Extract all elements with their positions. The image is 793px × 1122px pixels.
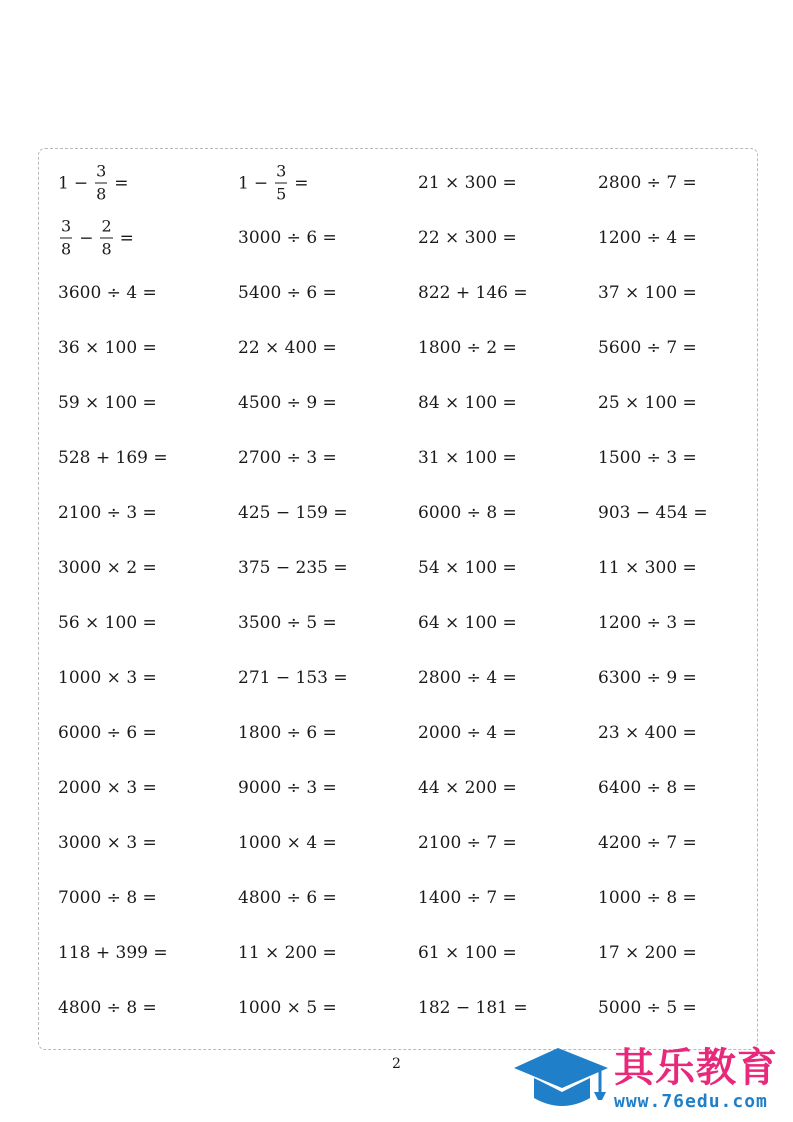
problem-cell: [238, 888, 337, 908]
problem-text: 23 × 400 =: [598, 723, 697, 743]
problem-text: 375 − 235 =: [238, 558, 348, 578]
problem-text: 903 − 454 =: [598, 503, 708, 523]
fraction-bar: [275, 183, 287, 184]
equals-sign: =: [114, 173, 129, 193]
problem-cell: [418, 448, 517, 468]
problem-text: 1000 × 4 =: [238, 833, 337, 853]
problem-text: 6000 ÷ 6 =: [58, 723, 157, 743]
problem-text: 22 × 400 =: [238, 338, 337, 358]
problem-text: 25 × 100 =: [598, 393, 697, 413]
problem-cell: [418, 778, 517, 798]
problem-cell: [418, 998, 528, 1018]
problem-cell: [238, 393, 337, 413]
problem-cell: [418, 503, 517, 523]
problem-operator: −: [73, 173, 89, 193]
problem-cell: [58, 943, 168, 963]
problem-operator: −: [79, 228, 94, 248]
problem-text: 1800 ÷ 2 =: [418, 338, 517, 358]
problem-text: 1500 ÷ 3 =: [598, 448, 697, 468]
problem-text: 1400 ÷ 7 =: [418, 888, 517, 908]
problem-text: 4200 ÷ 7 =: [598, 833, 697, 853]
problem-cell: [418, 723, 517, 743]
problem-cell: [58, 778, 157, 798]
fraction-denominator: 8: [61, 239, 72, 259]
problem-cell: [238, 943, 337, 963]
problem-cell: [238, 503, 348, 523]
problem-cell: [418, 228, 517, 248]
problem-text: 61 × 100 =: [418, 943, 517, 963]
problem-cell: [598, 338, 697, 358]
fraction-denominator: 8: [101, 239, 112, 259]
fraction-numerator: 3: [276, 161, 287, 181]
problem-text: 6400 ÷ 8 =: [598, 778, 697, 798]
problem-text: 5600 ÷ 7 =: [598, 338, 697, 358]
problem-text: 2000 ÷ 4 =: [418, 723, 517, 743]
page-number: 2: [392, 1056, 401, 1072]
problem-cell: [238, 613, 337, 633]
problem-cell: [238, 163, 314, 204]
problem-text: 4500 ÷ 9 =: [238, 393, 337, 413]
problem-text: 425 − 159 =: [238, 503, 348, 523]
fraction: [95, 163, 107, 204]
brand-name: 其乐教育: [614, 1045, 778, 1091]
problem-text: 2700 ÷ 3 =: [238, 448, 337, 468]
problem-cell: [418, 173, 517, 193]
problem-cell: [598, 503, 708, 523]
fraction-denominator: 8: [96, 184, 107, 204]
problem-text: 1800 ÷ 6 =: [238, 723, 337, 743]
problem-cell: [598, 393, 697, 413]
problem-cell: [418, 338, 517, 358]
problem-text: 7000 ÷ 8 =: [58, 888, 157, 908]
problem-cell: [58, 723, 157, 743]
problem-cell: [58, 163, 134, 204]
problem-text: 528 + 169 =: [58, 448, 168, 468]
problem-whole: 1: [238, 173, 249, 193]
problem-text: 1200 ÷ 4 =: [598, 228, 697, 248]
problem-text: 1000 ÷ 8 =: [598, 888, 697, 908]
problem-cell: [238, 668, 348, 688]
problem-text: 22 × 300 =: [418, 228, 517, 248]
problem-cell: [58, 613, 157, 633]
fraction-bar: [95, 183, 107, 184]
problem-cell: [418, 943, 517, 963]
problem-cell: [58, 218, 139, 259]
problem-cell: [58, 393, 157, 413]
problem-cell: [58, 833, 157, 853]
fraction: [100, 218, 112, 259]
problem-text: 6000 ÷ 8 =: [418, 503, 517, 523]
fraction-denominator: 5: [276, 184, 287, 204]
problem-text: 1000 × 5 =: [238, 998, 337, 1018]
problem-cell: [58, 448, 168, 468]
problem-cell: [58, 888, 157, 908]
problem-cell: [598, 943, 697, 963]
problem-text: 36 × 100 =: [58, 338, 157, 358]
problem-text: 6300 ÷ 9 =: [598, 668, 697, 688]
problem-text: 11 × 300 =: [598, 558, 697, 578]
problem-cell: [58, 998, 157, 1018]
problem-text: 2100 ÷ 3 =: [58, 503, 157, 523]
problem-cell: [598, 833, 697, 853]
problem-cell: [238, 723, 337, 743]
problem-cell: [238, 558, 348, 578]
problem-cell: [598, 888, 697, 908]
problem-text: 44 × 200 =: [418, 778, 517, 798]
problem-text: 118 + 399 =: [58, 943, 168, 963]
problem-cell: [238, 833, 337, 853]
problem-cell: [418, 833, 517, 853]
problem-text: 11 × 200 =: [238, 943, 337, 963]
fraction-numerator: 2: [101, 216, 112, 236]
problem-cell: [238, 778, 337, 798]
problem-whole: 1: [58, 173, 69, 193]
problem-text: 3000 ÷ 6 =: [238, 228, 337, 248]
problem-cell: [238, 283, 337, 303]
graduation-cap-icon: [512, 1042, 612, 1116]
problem-cell: [238, 338, 337, 358]
problem-text: 3000 × 3 =: [58, 833, 157, 853]
problem-text: 2800 ÷ 4 =: [418, 668, 517, 688]
problem-cell: [418, 558, 517, 578]
problem-cell: [598, 613, 697, 633]
problem-text: 9000 ÷ 3 =: [238, 778, 337, 798]
problem-text: 4800 ÷ 6 =: [238, 888, 337, 908]
problem-text: 5000 ÷ 5 =: [598, 998, 697, 1018]
problem-cell: [418, 283, 528, 303]
problem-text: 4800 ÷ 8 =: [58, 998, 157, 1018]
fraction-numerator: 3: [61, 216, 72, 236]
problem-cell: [58, 503, 157, 523]
problem-cell: [58, 283, 157, 303]
problem-cell: [598, 228, 697, 248]
fraction-bar: [60, 238, 72, 239]
fraction: [275, 163, 287, 204]
problem-cell: [598, 173, 697, 193]
problem-cell: [418, 393, 517, 413]
problem-cell: [598, 448, 697, 468]
problem-cell: [58, 558, 157, 578]
problem-cell: [598, 558, 697, 578]
problem-text: 822 + 146 =: [418, 283, 528, 303]
problem-text: 1000 × 3 =: [58, 668, 157, 688]
problem-text: 182 − 181 =: [418, 998, 528, 1018]
problem-text: 3000 × 2 =: [58, 558, 157, 578]
brand-logo: [512, 1042, 784, 1116]
problem-text: 2100 ÷ 7 =: [418, 833, 517, 853]
problem-text: 64 × 100 =: [418, 613, 517, 633]
problem-cell: [598, 668, 697, 688]
problem-cell: [598, 778, 697, 798]
problem-text: 21 × 300 =: [418, 173, 517, 193]
problem-text: 31 × 100 =: [418, 448, 517, 468]
problem-text: 59 × 100 =: [58, 393, 157, 413]
problem-text: 56 × 100 =: [58, 613, 157, 633]
equals-sign: =: [119, 228, 134, 248]
problem-text: 37 × 100 =: [598, 283, 697, 303]
problem-cell: [418, 613, 517, 633]
problem-text: 2000 × 3 =: [58, 778, 157, 798]
problem-text: 3600 ÷ 4 =: [58, 283, 157, 303]
fraction: [60, 218, 72, 259]
problem-cell: [238, 998, 337, 1018]
problem-operator: −: [253, 173, 269, 193]
problem-text: 1200 ÷ 3 =: [598, 613, 697, 633]
fraction-numerator: 3: [96, 161, 107, 181]
problem-cell: [598, 283, 697, 303]
problem-cell: [598, 723, 697, 743]
equals-sign: =: [294, 173, 309, 193]
problem-text: 17 × 200 =: [598, 943, 697, 963]
problem-cell: [418, 888, 517, 908]
problem-text: 2800 ÷ 7 =: [598, 173, 697, 193]
brand-url[interactable]: www.76edu.com: [614, 1091, 768, 1112]
problem-cell: [238, 448, 337, 468]
problem-text: 5400 ÷ 6 =: [238, 283, 337, 303]
problem-cell: [418, 668, 517, 688]
fraction-bar: [100, 238, 112, 239]
problem-cell: [598, 998, 697, 1018]
problem-text: 84 × 100 =: [418, 393, 517, 413]
problem-text: 3500 ÷ 5 =: [238, 613, 337, 633]
problem-cell: [238, 228, 337, 248]
problem-cell: [58, 338, 157, 358]
problem-text: 54 × 100 =: [418, 558, 517, 578]
problem-cell: [58, 668, 157, 688]
problem-text: 271 − 153 =: [238, 668, 348, 688]
